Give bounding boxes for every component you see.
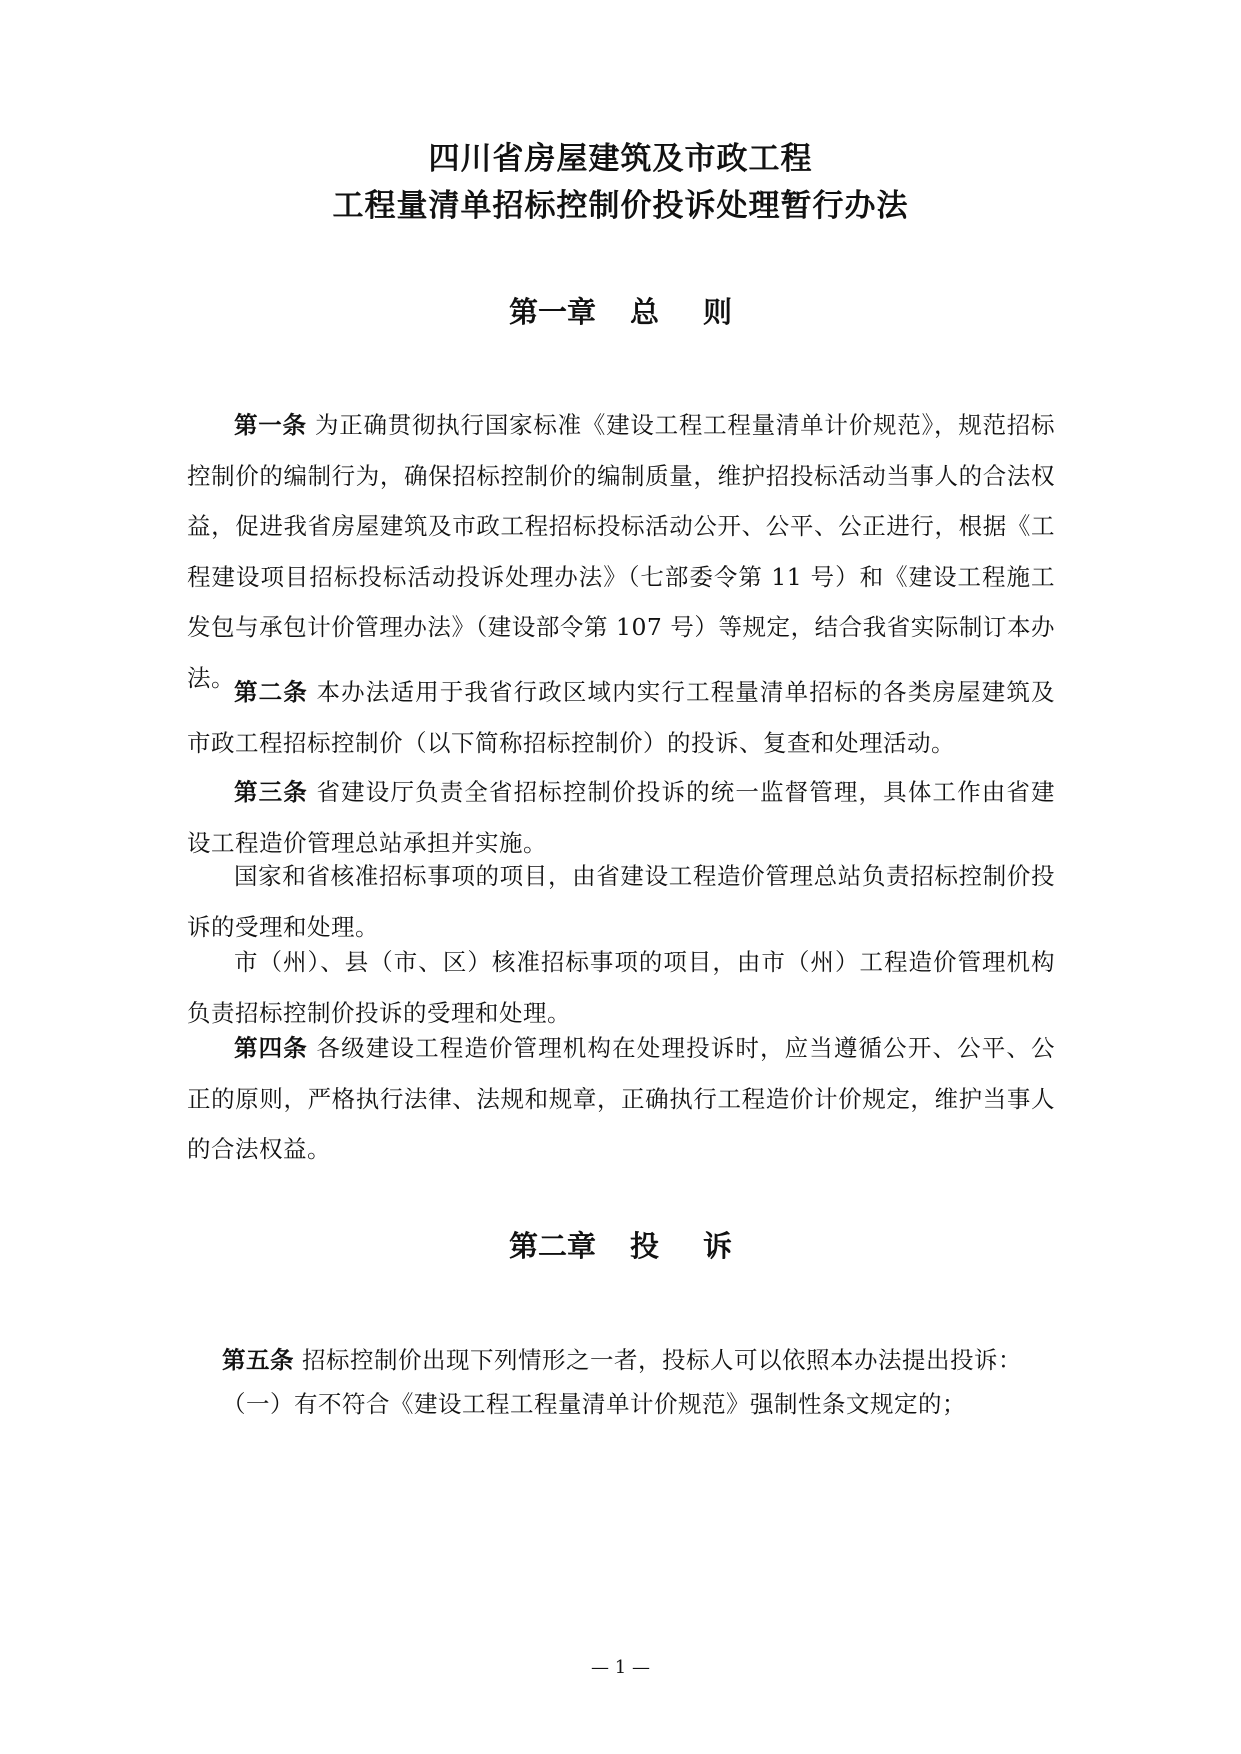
article-2 [187, 667, 1055, 768]
chapter-1-heading [0, 293, 1241, 331]
article-1 [187, 400, 1055, 703]
chapter-1-name-a: 总 [629, 295, 659, 329]
article-3-paragraph-2: 国家和省核准招标事项的项目，由省建设工程造价管理总站负责招标控制价投诉的受理和处理。 [187, 862, 1055, 941]
chapter-2-heading [0, 1227, 1241, 1265]
document-title-line-1: 四川省房屋建筑及市政工程 [428, 141, 813, 177]
article-5 [222, 1335, 1022, 1386]
chapter-2-number: 第二章 [508, 1229, 596, 1263]
page-number: — 1 — [591, 1657, 650, 1678]
article-5-item-1: （一）有不符合《建设工程工程量清单计价规范》强制性条文规定的； [222, 1390, 966, 1418]
chapter-1-number: 第一章 [508, 295, 596, 329]
article-4-text: 各级建设工程造价管理机构在处理投诉时，应当遵循公开、公平、公正的原则，严格执行法律、法规和规章，正确执行工程造价计价规定，维护当事人的合法权益。 [187, 1034, 1055, 1163]
chapter-2-name-b: 诉 [703, 1229, 733, 1263]
document-title-line-2: 工程量清单招标控制价投诉处理暂行办法 [332, 188, 909, 224]
chapter-2-name-a: 投 [629, 1229, 659, 1263]
article-2-text: 本办法适用于我省行政区域内实行工程量清单招标的各类房屋建筑及市政工程招标控制价（以下简称招标控制价）的投诉、复查和处理活动。 [187, 678, 1055, 757]
article-5-label: 第五条 [222, 1346, 294, 1374]
article-3-text: 省建设厅负责全省招标控制价投诉的统一监督管理，具体工作由省建设工程造价管理总站承担并实施。 [187, 778, 1055, 857]
chapter-1-name-b: 则 [703, 295, 733, 329]
article-4 [187, 1023, 1055, 1175]
article-2-label: 第二条 [234, 678, 308, 706]
article-5-text: 招标控制价出现下列情形之一者，投标人可以依照本办法提出投诉： [301, 1346, 1022, 1374]
article-3-paragraph-3: 市（州）、县（市、区）核准招标事项的项目，由市（州）工程造价管理机构负责招标控制价投诉的受理和处理。 [187, 948, 1055, 1027]
article-4-label: 第四条 [234, 1034, 308, 1062]
article-1-label: 第一条 [234, 411, 307, 439]
article-3-label: 第三条 [234, 778, 308, 806]
article-1-text: 为正确贯彻执行国家标准《建设工程工程量清单计价规范》，规范招标控制价的编制行为，确保招标控制价的编制质量，维护招投标活动当事人的合法权益，促进我省房屋建筑及市政工程招标投标活动公开、公平、公正进行，根据《工程建设项目招标投标活动投诉处理办法》（七部委令第 11 号）和《建设工程施工发包与承包计价管理办法》（建设部令第 107 号）等规定，结合我省实际制订本办法。 [187, 411, 1055, 692]
